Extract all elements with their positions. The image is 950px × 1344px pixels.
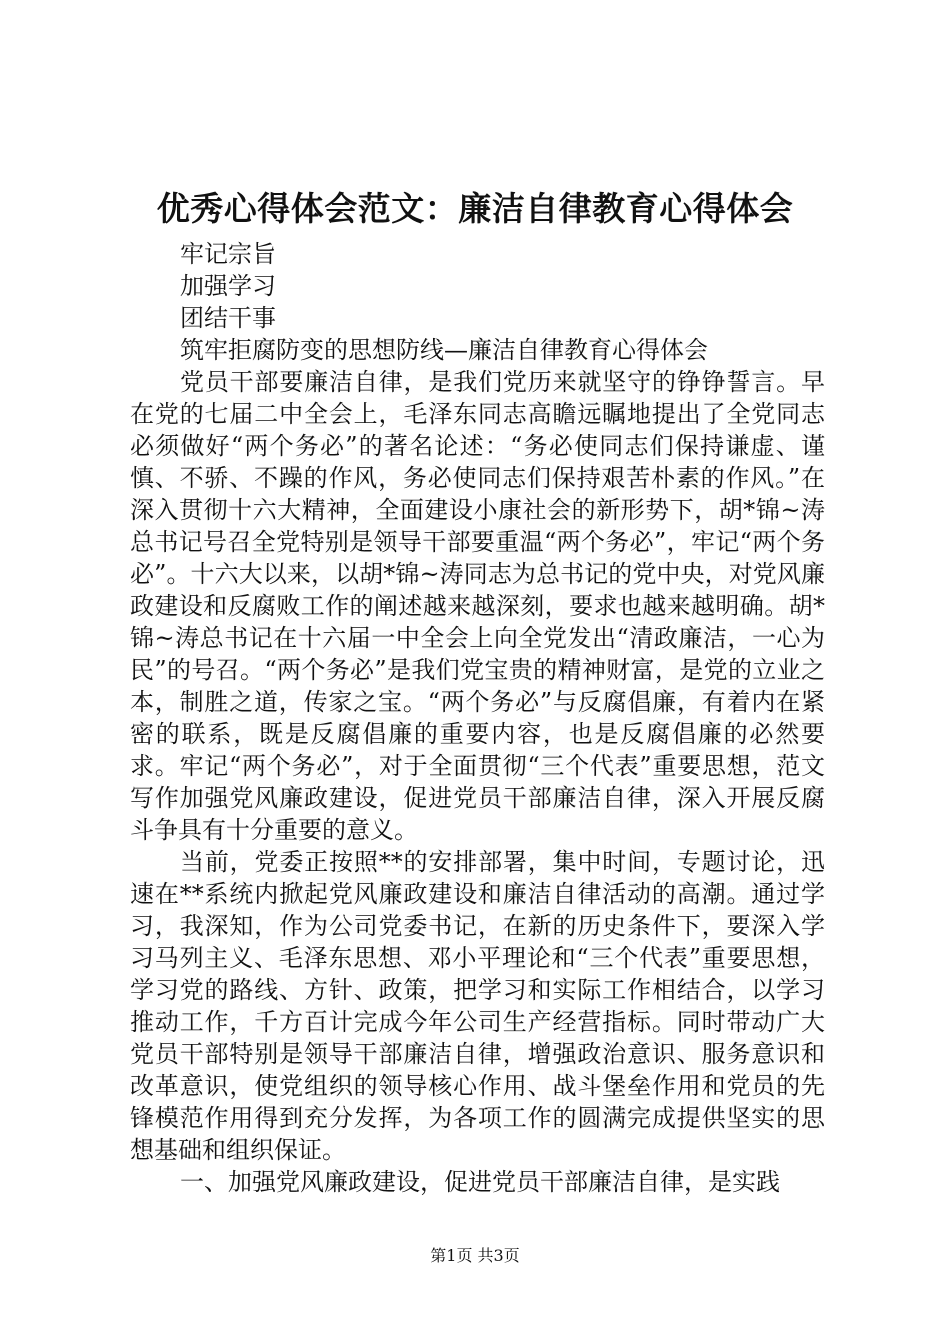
heading-line: 加强学习 — [180, 272, 276, 300]
heading-line: 团结干事 — [180, 304, 276, 332]
subtitle-line: 筑牢拒腐防变的思想防线—廉洁自律教育心得体会 — [180, 336, 708, 364]
document-body — [130, 238, 825, 1198]
document-title: 优秀心得体会范文：廉洁自律教育心得体会 — [156, 189, 794, 228]
body-paragraph: 党员干部要廉洁自律，是我们党历来就坚守的铮铮誓言。早在党的七届二中全会上，毛泽东同志高瞻远瞩地提出了全党同志必须做好“两个务必”的著名论述：“务必使同志们保持谦虚、谨慎、不骄、不躁的作风，务必使同志们保持艰苦朴素的作风。”在深入贯彻十六大精神，全面建设小康社会的新形势下，胡*锦~涛总书记号召全党特别是领导干部要重温“两个务必”，牢记“两个务必”。十六大以来，以胡*锦~涛同志为总书记的党中央，对党风廉政建设和反腐败工作的阐述越来越深刻，要求也越来越明确。胡*锦~涛总书记在十六届一中全会上向全党发出“清政廉洁，一心为民”的号召。“两个务必”是我们党宝贵的精神财富，是党的立业之本，制胜之道，传家之宝。“两个务必”与反腐倡廉，有着内在紧密的联系，既是反腐倡廉的重要内容，也是反腐倡廉的必然要求。牢记“两个务必”，对于全面贯彻“三个代表”重要思想，范文写作加强党风廉政建设，促进党员干部廉洁自律，深入开展反腐斗争具有十分重要的意义。 — [130, 368, 825, 844]
heading-line: 牢记宗旨 — [180, 240, 276, 268]
body-paragraph: 当前，党委正按照**的安排部署，集中时间，专题讨论，迅速在**系统内掀起党风廉政建设和廉洁自律活动的高潮。通过学习，我深知，作为公司党委书记，在新的历史条件下，要深入学习马列主义、毛泽东思想、邓小平理论和“三个代表”重要思想，学习党的路线、方针、政策，把学习和实际工作相结合，以学习推动工作，千方百计完成今年公司生产经营指标。同时带动广大党员干部特别是领导干部廉洁自律，增强政治意识、服务意识和改革意识，使党组织的领导核心作用、战斗堡垒作用和党员的先锋模范作用得到充分发挥，为各项工作的圆满完成提供坚实的思想基础和组织保证。 — [130, 848, 825, 1164]
body-paragraph: 一、加强党风廉政建设，促进党员干部廉洁自律，是实践 — [180, 1168, 780, 1196]
page-number-footer: 第1页 共3页 — [430, 1246, 520, 1265]
